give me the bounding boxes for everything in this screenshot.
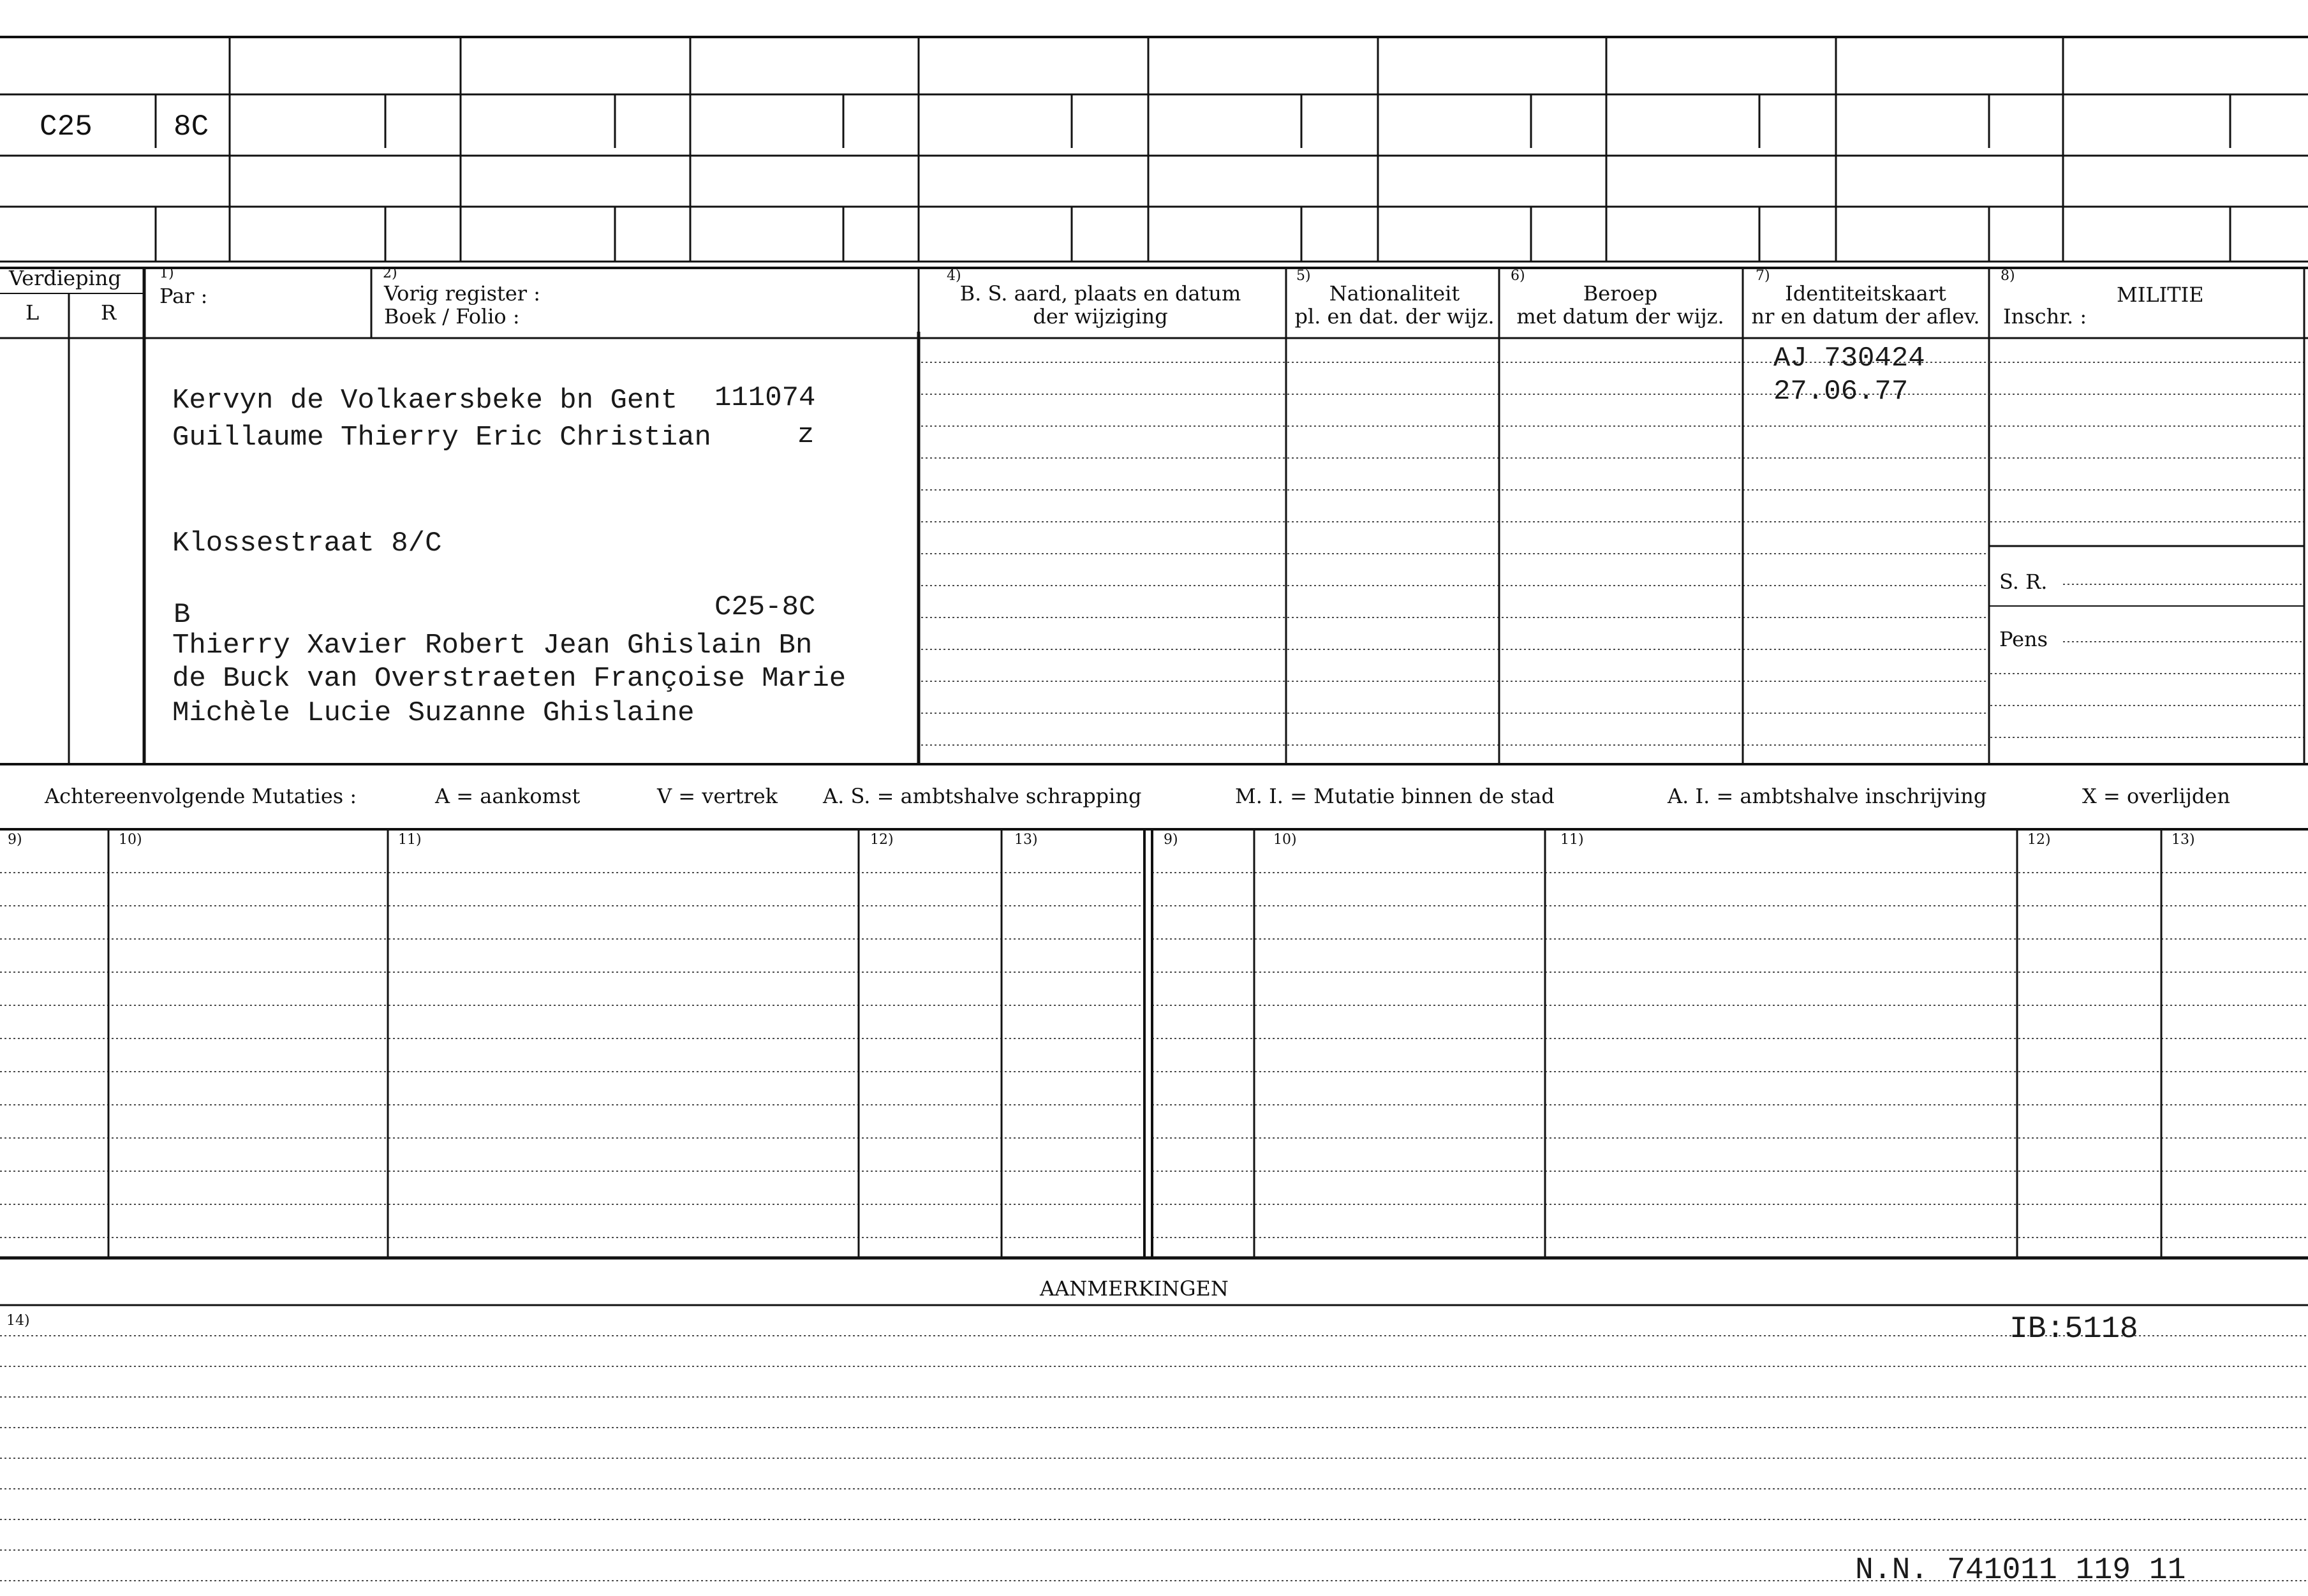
legend-x: X = overlijden bbox=[2082, 784, 2230, 808]
legend-v: V = vertrek bbox=[657, 784, 778, 808]
national-number: N.N. 741011 119 11 bbox=[1855, 1553, 2186, 1588]
legend-ai: A. I. = ambtshalve inschrijving bbox=[1668, 784, 1987, 808]
id-card-date: 27.06.77 bbox=[1773, 376, 1909, 408]
col7-number: 7) bbox=[1756, 268, 1770, 284]
mut-left-col11: 11) bbox=[398, 832, 422, 848]
mut-right-col11: 11) bbox=[1560, 832, 1584, 848]
mut-left-col12: 12) bbox=[870, 832, 894, 848]
col5-number: 5) bbox=[1296, 268, 1311, 284]
legend-a: A = aankomst bbox=[435, 784, 581, 808]
legend-as: A. S. = ambtshalve schrapping bbox=[823, 784, 1142, 808]
birth-code: 111074 bbox=[714, 382, 816, 414]
nat-header-line2: pl. en dat. der wijz. bbox=[1294, 304, 1495, 329]
verdieping-right: R bbox=[101, 300, 117, 325]
sector-code: C25 bbox=[40, 110, 92, 144]
address: Klossestraat 8/C bbox=[172, 528, 442, 559]
mut-left-col13: 13) bbox=[1014, 832, 1038, 848]
civil-status: B bbox=[174, 599, 191, 631]
legend-mi: M. I. = Mutatie binnen de stad bbox=[1235, 784, 1555, 808]
militie-pens: Pens bbox=[1999, 627, 2048, 651]
militie-label: MILITIE bbox=[2117, 283, 2204, 307]
name-line2: Guillaume Thierry Eric Christian bbox=[172, 422, 711, 454]
mother-name-line2: Michèle Lucie Suzanne Ghislaine bbox=[172, 697, 695, 729]
bs-header-line1: B. S. aard, plaats en datum bbox=[959, 281, 1241, 306]
verdieping-label: Verdieping bbox=[9, 266, 121, 290]
vorig-register-label: Vorig register : bbox=[384, 281, 541, 306]
col6-number: 6) bbox=[1511, 268, 1525, 284]
remarks-title: AANMERKINGEN bbox=[1040, 1276, 1229, 1301]
militie-sr: S. R. bbox=[1999, 570, 2048, 594]
par-label: Par : bbox=[159, 284, 208, 308]
id-header-line2: nr en datum der aflev. bbox=[1751, 304, 1980, 329]
beroep-header-line2: met datum der wijz. bbox=[1516, 304, 1724, 329]
verdieping-left: L bbox=[26, 300, 40, 325]
col1-number: 1) bbox=[159, 265, 174, 281]
mother-name-line1: de Buck van Overstraeten Françoise Marie bbox=[172, 663, 847, 695]
boek-folio-label: Boek / Folio : bbox=[384, 304, 520, 329]
bs-header-line2: der wijziging bbox=[1033, 304, 1168, 329]
register-code: C25-8C bbox=[714, 591, 816, 623]
id-header-line1: Identiteitskaart bbox=[1785, 281, 1946, 306]
mut-right-col12: 12) bbox=[2027, 832, 2051, 848]
mut-left-col10: 10) bbox=[119, 832, 142, 848]
sex-code: z bbox=[797, 419, 815, 451]
nat-header-line1: Nationaliteit bbox=[1329, 281, 1460, 306]
id-card-number: AJ 730424 bbox=[1773, 343, 1925, 374]
legend-title: Achtereenvolgende Mutaties : bbox=[45, 784, 357, 808]
house-code: 8C bbox=[174, 110, 209, 144]
name-line1: Kervyn de Volkaersbeke bn Gent bbox=[172, 385, 678, 417]
beroep-header-line1: Beroep bbox=[1583, 281, 1658, 306]
col2-number: 2) bbox=[383, 265, 397, 281]
mut-right-col13: 13) bbox=[2171, 832, 2195, 848]
remarks-number: 14) bbox=[6, 1313, 30, 1329]
inschr-label: Inschr. : bbox=[2003, 304, 2087, 329]
mut-right-col9: 9) bbox=[1164, 832, 1178, 848]
ib-code: IB:5118 bbox=[2009, 1312, 2138, 1347]
mut-left-col9: 9) bbox=[8, 832, 22, 848]
father-name: Thierry Xavier Robert Jean Ghislain Bn bbox=[172, 630, 813, 661]
col4-number: 4) bbox=[947, 268, 961, 284]
col8-number: 8) bbox=[2001, 268, 2015, 284]
mut-right-col10: 10) bbox=[1273, 832, 1297, 848]
